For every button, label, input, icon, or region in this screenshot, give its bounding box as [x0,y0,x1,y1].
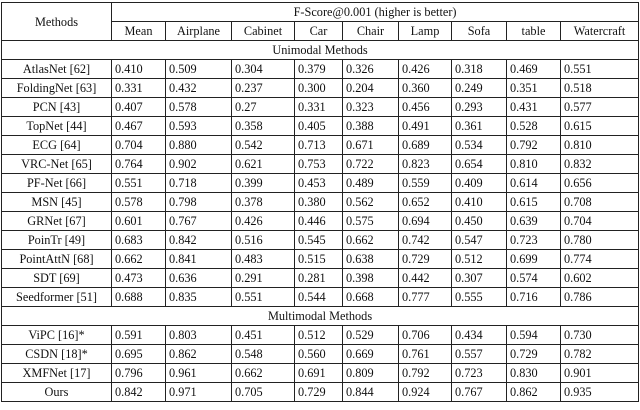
score-cell: 0.512 [295,326,343,345]
score-cell: 0.307 [452,269,507,288]
score-cell: 0.380 [295,193,343,212]
score-cell: 0.729 [399,250,452,269]
score-cell: 0.432 [166,79,232,98]
score-cell: 0.204 [343,79,399,98]
method-name-cell: VRC-Net [65] [2,155,112,174]
score-cell: 0.810 [561,136,639,155]
method-name-cell: TopNet [44] [2,117,112,136]
score-cell: 0.662 [232,364,295,383]
method-name-cell: GRNet [67] [2,212,112,231]
score-cell: 0.399 [232,174,295,193]
method-name-cell: MSN [45] [2,193,112,212]
score-cell: 0.593 [166,117,232,136]
score-cell: 0.409 [452,174,507,193]
score-cell: 0.704 [561,212,639,231]
score-cell: 0.293 [452,98,507,117]
score-cell: 0.249 [452,79,507,98]
score-cell: 0.723 [452,364,507,383]
section-header-row [2,307,639,326]
score-cell: 0.777 [399,288,452,307]
score-cell: 0.638 [343,250,399,269]
score-cell: 0.578 [112,193,166,212]
section-title: Unimodal Methods [2,41,639,60]
score-cell: 0.654 [452,155,507,174]
score-cell: 0.378 [232,193,295,212]
score-cell: 0.388 [343,117,399,136]
score-cell: 0.774 [561,250,639,269]
score-cell: 0.730 [561,326,639,345]
score-cell: 0.407 [112,98,166,117]
score-cell: 0.668 [343,288,399,307]
score-cell: 0.489 [343,174,399,193]
score-cell: 0.398 [343,269,399,288]
score-cell: 0.639 [507,212,561,231]
score-cell: 0.27 [232,98,295,117]
score-cell: 0.862 [507,383,561,402]
table-row [2,98,639,117]
score-cell: 0.723 [507,231,561,250]
score-cell: 0.467 [112,117,166,136]
score-cell: 0.742 [399,231,452,250]
score-cell: 0.662 [112,250,166,269]
table-row [2,155,639,174]
score-cell: 0.935 [561,383,639,402]
score-cell: 0.426 [399,60,452,79]
score-cell: 0.761 [399,345,452,364]
table-row [2,269,639,288]
score-cell: 0.453 [295,174,343,193]
score-cell: 0.555 [452,288,507,307]
score-cell: 0.446 [295,212,343,231]
score-cell: 0.835 [166,288,232,307]
method-name-cell: ECG [64] [2,136,112,155]
method-name-cell: AtlasNet [62] [2,60,112,79]
score-cell: 0.602 [561,269,639,288]
score-cell: 0.351 [507,79,561,98]
score-cell: 0.656 [561,174,639,193]
score-cell: 0.699 [507,250,561,269]
column-header-cabinet: Cabinet [232,22,295,41]
score-cell: 0.764 [112,155,166,174]
table-row [2,288,639,307]
score-cell: 0.796 [112,364,166,383]
score-cell: 0.786 [561,288,639,307]
score-cell: 0.562 [343,193,399,212]
score-cell: 0.360 [399,79,452,98]
score-cell: 0.862 [166,345,232,364]
score-cell: 0.708 [561,193,639,212]
method-name-cell: Ours [2,383,112,402]
score-cell: 0.516 [232,231,295,250]
score-cell: 0.442 [399,269,452,288]
score-cell: 0.694 [399,212,452,231]
score-cell: 0.545 [295,231,343,250]
score-cell: 0.753 [295,155,343,174]
score-cell: 0.534 [452,136,507,155]
score-cell: 0.971 [166,383,232,402]
score-cell: 0.823 [399,155,452,174]
column-header-airplane: Airplane [166,22,232,41]
score-cell: 0.518 [561,79,639,98]
score-cell: 0.636 [166,269,232,288]
score-cell: 0.961 [166,364,232,383]
table-row [2,79,639,98]
column-header-sofa: Sofa [452,22,507,41]
score-cell: 0.652 [399,193,452,212]
method-name-cell: PoinTr [49] [2,231,112,250]
score-cell: 0.331 [295,98,343,117]
method-name-cell: SDT [69] [2,269,112,288]
score-cell: 0.683 [112,231,166,250]
method-name-cell: PCN [43] [2,98,112,117]
score-cell: 0.691 [295,364,343,383]
score-cell: 0.842 [166,231,232,250]
score-cell: 0.542 [232,136,295,155]
score-cell: 0.512 [452,250,507,269]
score-cell: 0.729 [507,345,561,364]
method-name-cell: ViPC [16]* [2,326,112,345]
score-cell: 0.560 [295,345,343,364]
score-cell: 0.688 [112,288,166,307]
fscore-results-table [1,2,639,402]
score-cell: 0.300 [295,79,343,98]
score-cell: 0.237 [232,79,295,98]
column-header-table: table [507,22,561,41]
score-cell: 0.621 [232,155,295,174]
score-cell: 0.901 [561,364,639,383]
score-cell: 0.551 [561,60,639,79]
score-cell: 0.473 [112,269,166,288]
score-cell: 0.689 [399,136,452,155]
score-cell: 0.361 [452,117,507,136]
score-cell: 0.902 [166,155,232,174]
score-cell: 0.451 [232,326,295,345]
score-cell: 0.379 [295,60,343,79]
table-row [2,383,639,402]
score-cell: 0.551 [232,288,295,307]
table-row [2,231,639,250]
score-cell: 0.615 [561,117,639,136]
table-row [2,326,639,345]
table-row [2,174,639,193]
section-header-row [2,41,639,60]
score-cell: 0.803 [166,326,232,345]
score-cell: 0.281 [295,269,343,288]
score-cell: 0.410 [112,60,166,79]
table-row [2,364,639,383]
method-name-cell: CSDN [18]* [2,345,112,364]
score-cell: 0.426 [232,212,295,231]
score-cell: 0.358 [232,117,295,136]
score-cell: 0.575 [343,212,399,231]
score-cell: 0.729 [295,383,343,402]
score-cell: 0.431 [507,98,561,117]
score-cell: 0.798 [166,193,232,212]
score-cell: 0.809 [343,364,399,383]
score-cell: 0.469 [507,60,561,79]
table-row [2,117,639,136]
score-cell: 0.782 [561,345,639,364]
score-cell: 0.291 [232,269,295,288]
score-cell: 0.591 [112,326,166,345]
header-row-metric [2,3,639,22]
score-cell: 0.705 [232,383,295,402]
column-header-car: Car [295,22,343,41]
score-cell: 0.450 [452,212,507,231]
score-cell: 0.544 [295,288,343,307]
score-cell: 0.405 [295,117,343,136]
score-cell: 0.844 [343,383,399,402]
score-cell: 0.695 [112,345,166,364]
score-cell: 0.483 [232,250,295,269]
score-cell: 0.529 [343,326,399,345]
method-name-cell: PF-Net [66] [2,174,112,193]
table-row [2,345,639,364]
table-row [2,193,639,212]
table-row [2,60,639,79]
column-header-chair: Chair [343,22,399,41]
score-cell: 0.671 [343,136,399,155]
score-cell: 0.601 [112,212,166,231]
score-cell: 0.880 [166,136,232,155]
score-cell: 0.780 [561,231,639,250]
score-cell: 0.830 [507,364,561,383]
score-cell: 0.578 [166,98,232,117]
score-cell: 0.810 [507,155,561,174]
metric-header: F-Score@0.001 (higher is better) [112,3,639,22]
methods-header: Methods [2,3,112,41]
score-cell: 0.662 [343,231,399,250]
score-cell: 0.509 [166,60,232,79]
score-cell: 0.924 [399,383,452,402]
score-cell: 0.792 [507,136,561,155]
score-cell: 0.614 [507,174,561,193]
score-cell: 0.594 [507,326,561,345]
score-cell: 0.842 [112,383,166,402]
score-cell: 0.767 [166,212,232,231]
score-cell: 0.716 [507,288,561,307]
score-cell: 0.456 [399,98,452,117]
score-cell: 0.323 [343,98,399,117]
table-row [2,250,639,269]
results-body [2,41,639,402]
score-cell: 0.551 [112,174,166,193]
score-cell: 0.713 [295,136,343,155]
score-cell: 0.318 [452,60,507,79]
method-name-cell: FoldingNet [63] [2,79,112,98]
method-name-cell: Seedformer [51] [2,288,112,307]
score-cell: 0.326 [343,60,399,79]
score-cell: 0.574 [507,269,561,288]
column-header-lamp: Lamp [399,22,452,41]
score-cell: 0.722 [343,155,399,174]
column-header-watercraft: Watercraft [561,22,639,41]
score-cell: 0.669 [343,345,399,364]
score-cell: 0.410 [452,193,507,212]
score-cell: 0.704 [112,136,166,155]
score-cell: 0.434 [452,326,507,345]
section-title: Multimodal Methods [2,307,639,326]
score-cell: 0.615 [507,193,561,212]
score-cell: 0.528 [507,117,561,136]
method-name-cell: XMFNet [17] [2,364,112,383]
score-cell: 0.718 [166,174,232,193]
column-header-mean: Mean [112,22,166,41]
score-cell: 0.331 [112,79,166,98]
score-cell: 0.841 [166,250,232,269]
score-cell: 0.706 [399,326,452,345]
score-cell: 0.577 [561,98,639,117]
score-cell: 0.547 [452,231,507,250]
score-cell: 0.515 [295,250,343,269]
score-cell: 0.792 [399,364,452,383]
score-cell: 0.559 [399,174,452,193]
score-cell: 0.548 [232,345,295,364]
score-cell: 0.491 [399,117,452,136]
table-row [2,136,639,155]
score-cell: 0.304 [232,60,295,79]
method-name-cell: PointAttN [68] [2,250,112,269]
score-cell: 0.767 [452,383,507,402]
score-cell: 0.832 [561,155,639,174]
table-row [2,212,639,231]
score-cell: 0.557 [452,345,507,364]
